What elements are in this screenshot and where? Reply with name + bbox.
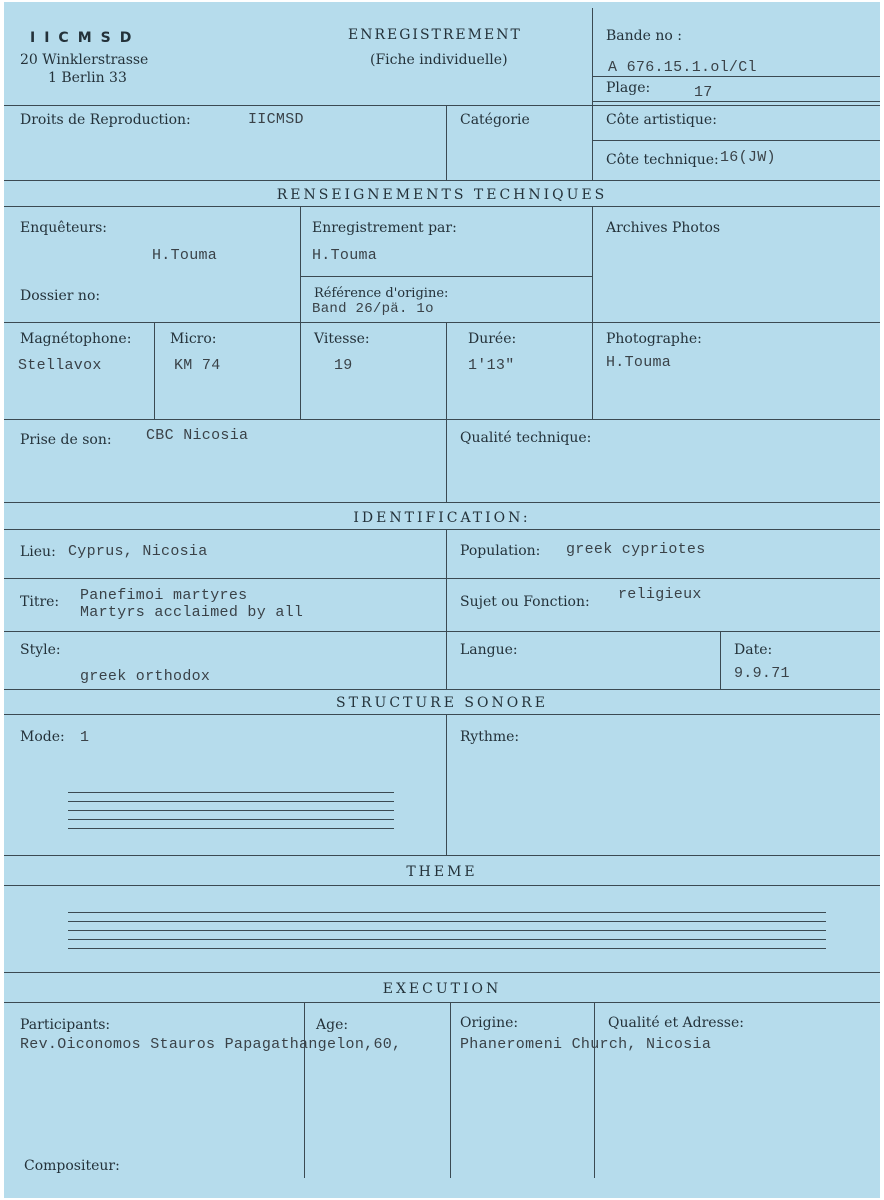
magnetophone-value: Stellavox <box>18 357 102 374</box>
rule <box>4 689 880 690</box>
lieu-value: Cyprus, Nicosia <box>68 543 208 560</box>
form-title: ENREGISTREMENT <box>348 27 522 43</box>
rule <box>592 101 880 102</box>
rule <box>4 180 880 181</box>
plage-label: Plage: <box>606 80 651 96</box>
rule <box>300 206 301 419</box>
sujet-value: religieux <box>618 586 702 603</box>
rule <box>450 1002 451 1178</box>
section-title-structure: STRUCTURE SONORE <box>336 695 548 711</box>
rule <box>592 206 593 419</box>
org-logo: IICMSD <box>30 30 141 46</box>
micro-label: Micro: <box>170 331 217 347</box>
langue-label: Langue: <box>460 642 518 658</box>
reference-value: Band 26/pä. 1o <box>312 301 434 317</box>
rule <box>4 631 880 632</box>
rule <box>4 105 880 106</box>
section-title-execution: EXECUTION <box>382 981 502 997</box>
rule <box>4 578 880 579</box>
rule <box>4 1002 880 1003</box>
dossier-label: Dossier no: <box>20 288 101 304</box>
origine-label: Origine: <box>460 1015 519 1031</box>
sujet-label: Sujet ou Fonction: <box>460 594 590 610</box>
plage-value: 17 <box>694 84 713 101</box>
population-value: greek cypriotes <box>566 541 706 558</box>
vitesse-value: 19 <box>334 357 353 374</box>
rule <box>4 714 880 715</box>
rule <box>592 76 880 77</box>
cote-artistique-label: Côte artistique: <box>606 112 717 128</box>
droits-value: IICMSD <box>248 111 304 128</box>
duree-label: Durée: <box>468 331 517 347</box>
photographe-label: Photographe: <box>606 331 702 347</box>
reference-label: Référence d'origine: <box>314 286 449 301</box>
mode-staff <box>68 792 394 832</box>
age-label: Age: <box>316 1017 349 1033</box>
registration-card <box>4 2 880 1198</box>
address-line-2: 1 Berlin 33 <box>48 70 127 86</box>
rule <box>4 322 880 323</box>
rule <box>4 502 880 503</box>
rule <box>594 1002 595 1178</box>
participants-label: Participants: <box>20 1017 111 1033</box>
vitesse-label: Vitesse: <box>314 331 370 347</box>
mode-value: 1 <box>80 729 90 746</box>
bande-value: A 676.15.1.ol/Cl <box>608 59 757 76</box>
section-title-identification: IDENTIFICATION: <box>353 510 531 526</box>
rule <box>446 322 447 502</box>
rule <box>446 714 447 855</box>
photographe-value: H.Touma <box>606 354 672 371</box>
categorie-label: Catégorie <box>460 112 530 128</box>
rule <box>4 855 880 856</box>
rule <box>4 885 880 886</box>
titre-value-1: Panefimoi martyres <box>80 587 248 604</box>
rule <box>4 206 880 207</box>
date-value: 9.9.71 <box>734 665 790 682</box>
date-label: Date: <box>734 642 773 658</box>
section-title-theme: THEME <box>406 864 478 880</box>
rule <box>4 972 880 973</box>
duree-value: 1'13" <box>468 357 515 374</box>
archives-label: Archives Photos <box>606 220 721 236</box>
titre-label: Titre: <box>20 594 60 610</box>
rule <box>720 631 721 689</box>
rule <box>592 140 880 141</box>
mode-label: Mode: <box>20 729 65 745</box>
rythme-label: Rythme: <box>460 729 520 745</box>
section-title-techniques: RENSEIGNEMENTS TECHNIQUES <box>276 187 608 203</box>
rule <box>4 419 880 420</box>
rule <box>446 529 447 689</box>
cote-technique-label: Côte technique: <box>606 152 719 168</box>
lieu-label: Lieu: <box>20 544 56 560</box>
qualite-technique-label: Qualité technique: <box>460 430 592 446</box>
style-value: greek orthodox <box>80 668 211 685</box>
rule <box>592 8 593 180</box>
enregistrement-label: Enregistrement par: <box>312 220 457 236</box>
rule <box>154 322 155 419</box>
prise-de-son-value: CBC Nicosia <box>146 427 249 444</box>
rule <box>4 529 880 530</box>
bande-label: Bande no : <box>606 28 682 44</box>
origine-value: Phaneromeni Church, Nicosia <box>460 1036 712 1053</box>
population-label: Population: <box>460 543 541 559</box>
theme-staff <box>68 912 826 954</box>
compositeur-label: Compositeur: <box>24 1158 120 1174</box>
cote-technique-value: 16(JW) <box>720 149 776 166</box>
qualite-adresse-label: Qualité et Adresse: <box>608 1015 744 1031</box>
enqueteurs-label: Enquêteurs: <box>20 220 108 236</box>
rule <box>446 105 447 180</box>
form-subtitle: (Fiche individuelle) <box>370 52 508 68</box>
titre-value-2: Martyrs acclaimed by all <box>80 604 304 621</box>
enqueteurs-value: H.Touma <box>152 247 218 264</box>
rule <box>304 1002 305 1178</box>
magnetophone-label: Magnétophone: <box>20 331 132 347</box>
micro-value: KM 74 <box>174 357 221 374</box>
style-label: Style: <box>20 642 61 658</box>
droits-label: Droits de Reproduction: <box>20 112 191 128</box>
enregistrement-value: H.Touma <box>312 247 378 264</box>
rule <box>300 276 592 277</box>
prise-de-son-label: Prise de son: <box>20 432 112 448</box>
participants-value: Rev.Oiconomos Stauros Papagathangelon,60, <box>20 1036 402 1053</box>
address-line-1: 20 Winklerstrasse <box>20 52 149 68</box>
